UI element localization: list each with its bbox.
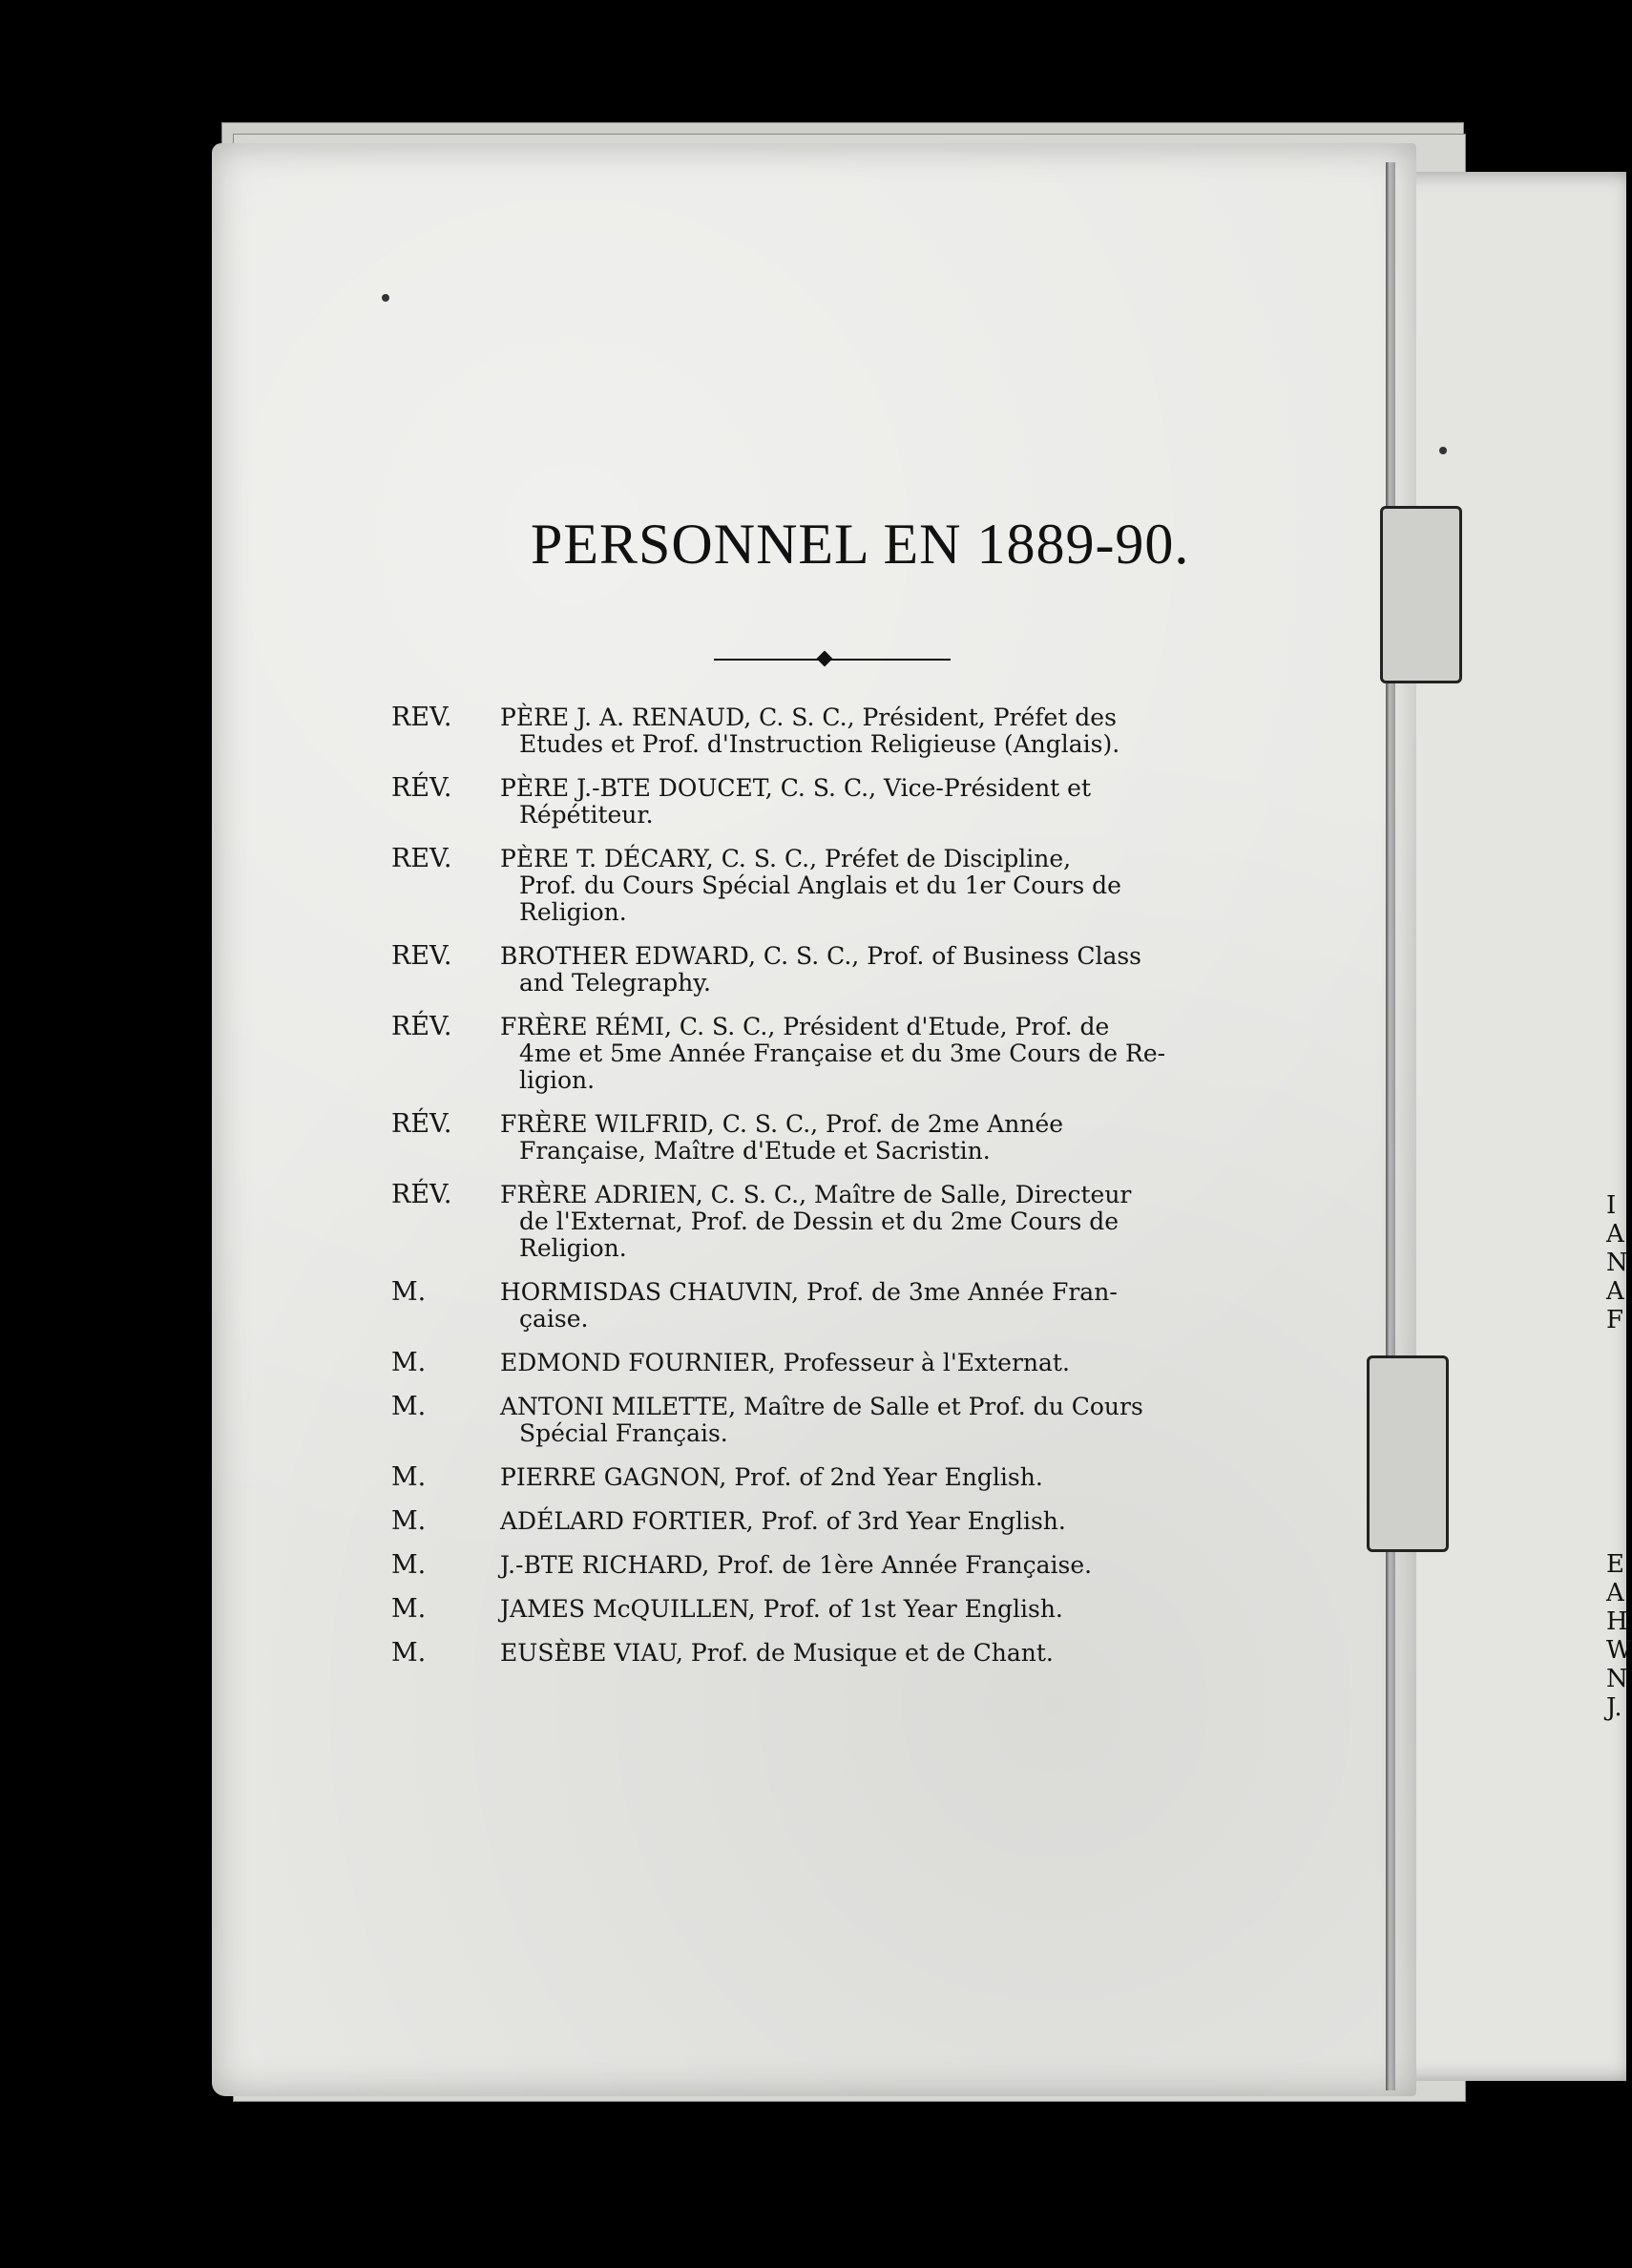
- entry-line: FRÈRE RÉMI, C. S. C., Président d'Etude, Prof. de: [500, 1013, 1110, 1040]
- entry-text: [500, 1464, 1222, 1491]
- entry-text: [500, 943, 1222, 997]
- entry-line: ligion.: [519, 1066, 596, 1094]
- entry-title-prefix: RÉV.: [391, 1180, 452, 1209]
- entry-line: 4me et 5me Année Française et du 3me Cours de Re-: [519, 1040, 1166, 1067]
- entry-line: Prof. du Cours Spécial Anglais et du 1er Cours de: [519, 872, 1121, 899]
- entry-text: [500, 1279, 1222, 1333]
- entry-title-prefix: M.: [391, 1348, 427, 1377]
- ink-speck: [382, 294, 389, 302]
- facing-page-letter: N: [1606, 1665, 1628, 1693]
- entry-text: [500, 1394, 1222, 1447]
- entry-text: [500, 846, 1222, 926]
- binding-tab: [1380, 506, 1462, 683]
- staff-entry: [391, 1464, 1222, 1491]
- entry-line: and Telegraphy.: [519, 969, 711, 997]
- entry-line: PIERRE GAGNON, Prof. of 2nd Year English.: [500, 1463, 1043, 1491]
- staff-entry: [391, 943, 1222, 997]
- entry-line: EDMOND FOURNIER, Professeur à l'Externat.: [500, 1349, 1070, 1376]
- entry-text: [500, 1111, 1222, 1165]
- entry-line: ADÉLARD FORTIER, Prof. of 3rd Year English.: [500, 1507, 1066, 1535]
- entry-text: [500, 775, 1222, 829]
- entry-line: FRÈRE WILFRID, C. S. C., Prof. de 2me Année: [500, 1110, 1064, 1138]
- entry-line: Religion.: [519, 898, 627, 926]
- staff-entry: [391, 1111, 1222, 1165]
- facing-page-letter: W: [1606, 1636, 1632, 1665]
- staff-entry: [391, 1394, 1222, 1447]
- facing-page-letter: A: [1606, 1277, 1624, 1306]
- entry-line: Répétiteur.: [519, 801, 654, 829]
- entry-line: PÈRE J. A. RENAUD, C. S. C., Président, Préfet des: [500, 704, 1117, 731]
- entry-title-prefix: M.: [391, 1594, 427, 1624]
- entry-text: [500, 1014, 1222, 1094]
- facing-page-letter: J.: [1606, 1693, 1622, 1722]
- facing-page: [1388, 172, 1626, 2081]
- facing-page-letters-upper: [1606, 1191, 1628, 1334]
- entry-title-prefix: M.: [391, 1462, 427, 1492]
- staff-entry: [391, 704, 1222, 758]
- entry-text: [500, 1508, 1222, 1535]
- entry-line: JAMES McQUILLEN, Prof. of 1st Year English.: [500, 1595, 1063, 1623]
- entry-title-prefix: M.: [391, 1277, 427, 1307]
- staff-list: [391, 704, 1222, 1684]
- entry-text: [500, 1552, 1222, 1579]
- entry-text: [500, 704, 1222, 758]
- entry-line: EUSÈBE VIAU, Prof. de Musique et de Chant.: [500, 1639, 1054, 1667]
- staff-entry: [391, 1640, 1222, 1667]
- staff-entry: [391, 1350, 1222, 1376]
- staff-entry: [391, 846, 1222, 926]
- entry-title-prefix: RÉV.: [391, 773, 452, 803]
- facing-page-letters-lower: [1606, 1550, 1632, 1722]
- staff-entry: [391, 1182, 1222, 1262]
- entry-line: BROTHER EDWARD, C. S. C., Prof. of Business Class: [500, 942, 1142, 970]
- entry-line: Etudes et Prof. d'Instruction Religieuse (Anglais).: [519, 730, 1120, 758]
- entry-title-prefix: M.: [391, 1550, 427, 1580]
- entry-line: FRÈRE ADRIEN, C. S. C., Maître de Salle, Directeur: [500, 1181, 1132, 1208]
- entry-title-prefix: REV.: [391, 941, 452, 971]
- entry-line: PÈRE J.-BTE DOUCET, C. S. C., Vice-Président et: [500, 774, 1092, 802]
- entry-line: Spécial Français.: [519, 1419, 728, 1447]
- facing-page-letter: F: [1606, 1306, 1624, 1334]
- entry-title-prefix: RÉV.: [391, 1012, 452, 1041]
- entry-title-prefix: M.: [391, 1506, 427, 1536]
- entry-text: [500, 1640, 1222, 1667]
- book-gutter: [1386, 162, 1395, 2090]
- staff-entry: [391, 1508, 1222, 1535]
- entry-title-prefix: REV.: [391, 703, 452, 732]
- entry-text: [500, 1182, 1222, 1262]
- binding-tab: [1367, 1355, 1449, 1552]
- staff-entry: [391, 1279, 1222, 1333]
- ink-speck: [1439, 447, 1447, 454]
- entry-title-prefix: RÉV.: [391, 1109, 452, 1139]
- entry-line: Religion.: [519, 1234, 627, 1262]
- entry-line: PÈRE T. DÉCARY, C. S. C., Préfet de Discipline,: [500, 845, 1072, 872]
- entry-line: çaise.: [519, 1305, 589, 1333]
- staff-entry: [391, 1552, 1222, 1579]
- staff-entry: [391, 775, 1222, 829]
- page-title: PERSONNEL EN 1889-90.: [531, 513, 1190, 576]
- facing-page-letter: H: [1606, 1607, 1628, 1636]
- entry-text: [500, 1596, 1222, 1623]
- entry-line: ANTONI MILETTE, Maître de Salle et Prof. du Cours: [500, 1393, 1143, 1420]
- entry-line: de l'Externat, Prof. de Dessin et du 2me Cours de: [519, 1208, 1119, 1235]
- entry-line: J.-BTE RICHARD, Prof. de 1ère Année Française.: [500, 1551, 1093, 1579]
- entry-line: Française, Maître d'Etude et Sacristin.: [519, 1137, 991, 1165]
- entry-line: HORMISDAS CHAUVIN, Prof. de 3me Année Fran-: [500, 1278, 1118, 1306]
- facing-page-letter: I: [1606, 1191, 1617, 1220]
- entry-title-prefix: M.: [391, 1392, 427, 1421]
- entry-text: [500, 1350, 1222, 1376]
- staff-entry: [391, 1014, 1222, 1094]
- facing-page-letter: A: [1606, 1220, 1624, 1249]
- facing-page-letter: A: [1606, 1579, 1624, 1607]
- staff-entry: [391, 1596, 1222, 1623]
- facing-page-letter: N: [1606, 1249, 1628, 1277]
- entry-title-prefix: REV.: [391, 844, 452, 873]
- facing-page-letter: E: [1606, 1550, 1624, 1579]
- entry-title-prefix: M.: [391, 1638, 427, 1668]
